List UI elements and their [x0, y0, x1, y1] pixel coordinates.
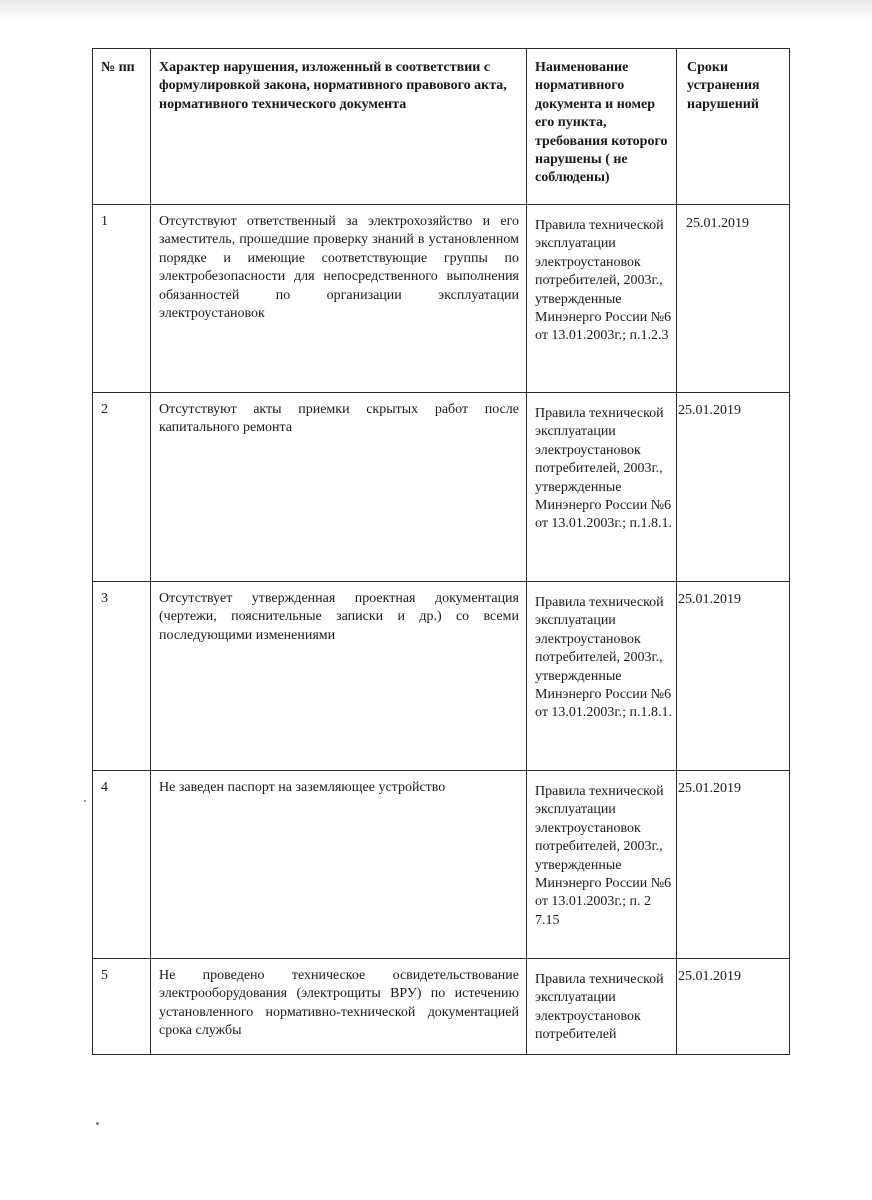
row-violation: Отсутствуют ответственный за электрохозяйство и его заместитель, прошедшие проверку знаний в установленном порядке и имеющие соответствующие группы по электробезопасности для непосредственного выполнения обязанностей по организации эксплуатации электроустановок: [151, 205, 527, 393]
row-num: 3: [93, 582, 151, 771]
row-num: 2: [93, 393, 151, 582]
row-document: Правила технической эксплуатации электроустановок потребителей, 2003г., утвержденные Минэнерго России №6 от 13.01.2003г.; п.1.2.3: [527, 205, 677, 393]
table-row: [93, 393, 790, 582]
row-deadline: 25.01.2019: [677, 205, 790, 393]
scan-speck: [96, 1122, 99, 1125]
row-violation: Не проведено техническое освидетельствование электрооборудования (электрощиты ВРУ) по истечению установленного нормативно-технической документацией срока службы: [151, 959, 527, 1055]
row-document: Правила технической эксплуатации электроустановок потребителей, 2003г., утвержденные Минэнерго России №6 от 13.01.2003г.; п.1.8.1.: [527, 582, 677, 771]
row-document: Правила технической эксплуатации электроустановок потребителей, 2003г., утвержденные Минэнерго России №6 от 13.01.2003г.; п.1.8.1.: [527, 393, 677, 582]
scan-speck: [84, 800, 86, 802]
row-violation: Отсутствуют акты приемки скрытых работ после капитального ремонта: [151, 393, 527, 582]
table-header-row: [93, 49, 790, 205]
row-deadline: 25.01.2019: [677, 582, 790, 771]
scan-edge-shadow: [0, 0, 872, 22]
header-deadline: Сроки устранения нарушений: [677, 49, 790, 205]
row-num: 5: [93, 959, 151, 1055]
table-row: [93, 959, 790, 1055]
row-document: Правила технической эксплуатации электроустановок потребителей: [527, 959, 677, 1055]
row-deadline: 25.01.2019: [677, 771, 790, 959]
row-num: 1: [93, 205, 151, 393]
header-document: Наименование нормативного документа и номер его пункта, требования которого нарушены ( не соблюдены): [527, 49, 677, 205]
row-violation: Не заведен паспорт на заземляющее устройство: [151, 771, 527, 959]
row-num: 4: [93, 771, 151, 959]
row-violation: Отсутствует утвержденная проектная документация (чертежи, пояснительные записки и др.) со всеми последующими изменениями: [151, 582, 527, 771]
violations-table: [92, 48, 790, 1055]
row-document: Правила технической эксплуатации электроустановок потребителей, 2003г., утвержденные Минэнерго России №6 от 13.01.2003г.; п. 2 7.15: [527, 771, 677, 959]
table-row: [93, 582, 790, 771]
header-violation: Характер нарушения, изложенный в соответствии с формулировкой закона, нормативного правового акта, нормативного технического документа: [151, 49, 527, 205]
header-num: № пп: [93, 49, 151, 205]
row-deadline: 25.01.2019: [677, 959, 790, 1055]
row-deadline: 25.01.2019: [677, 393, 790, 582]
table-row: [93, 205, 790, 393]
table-row: [93, 771, 790, 959]
